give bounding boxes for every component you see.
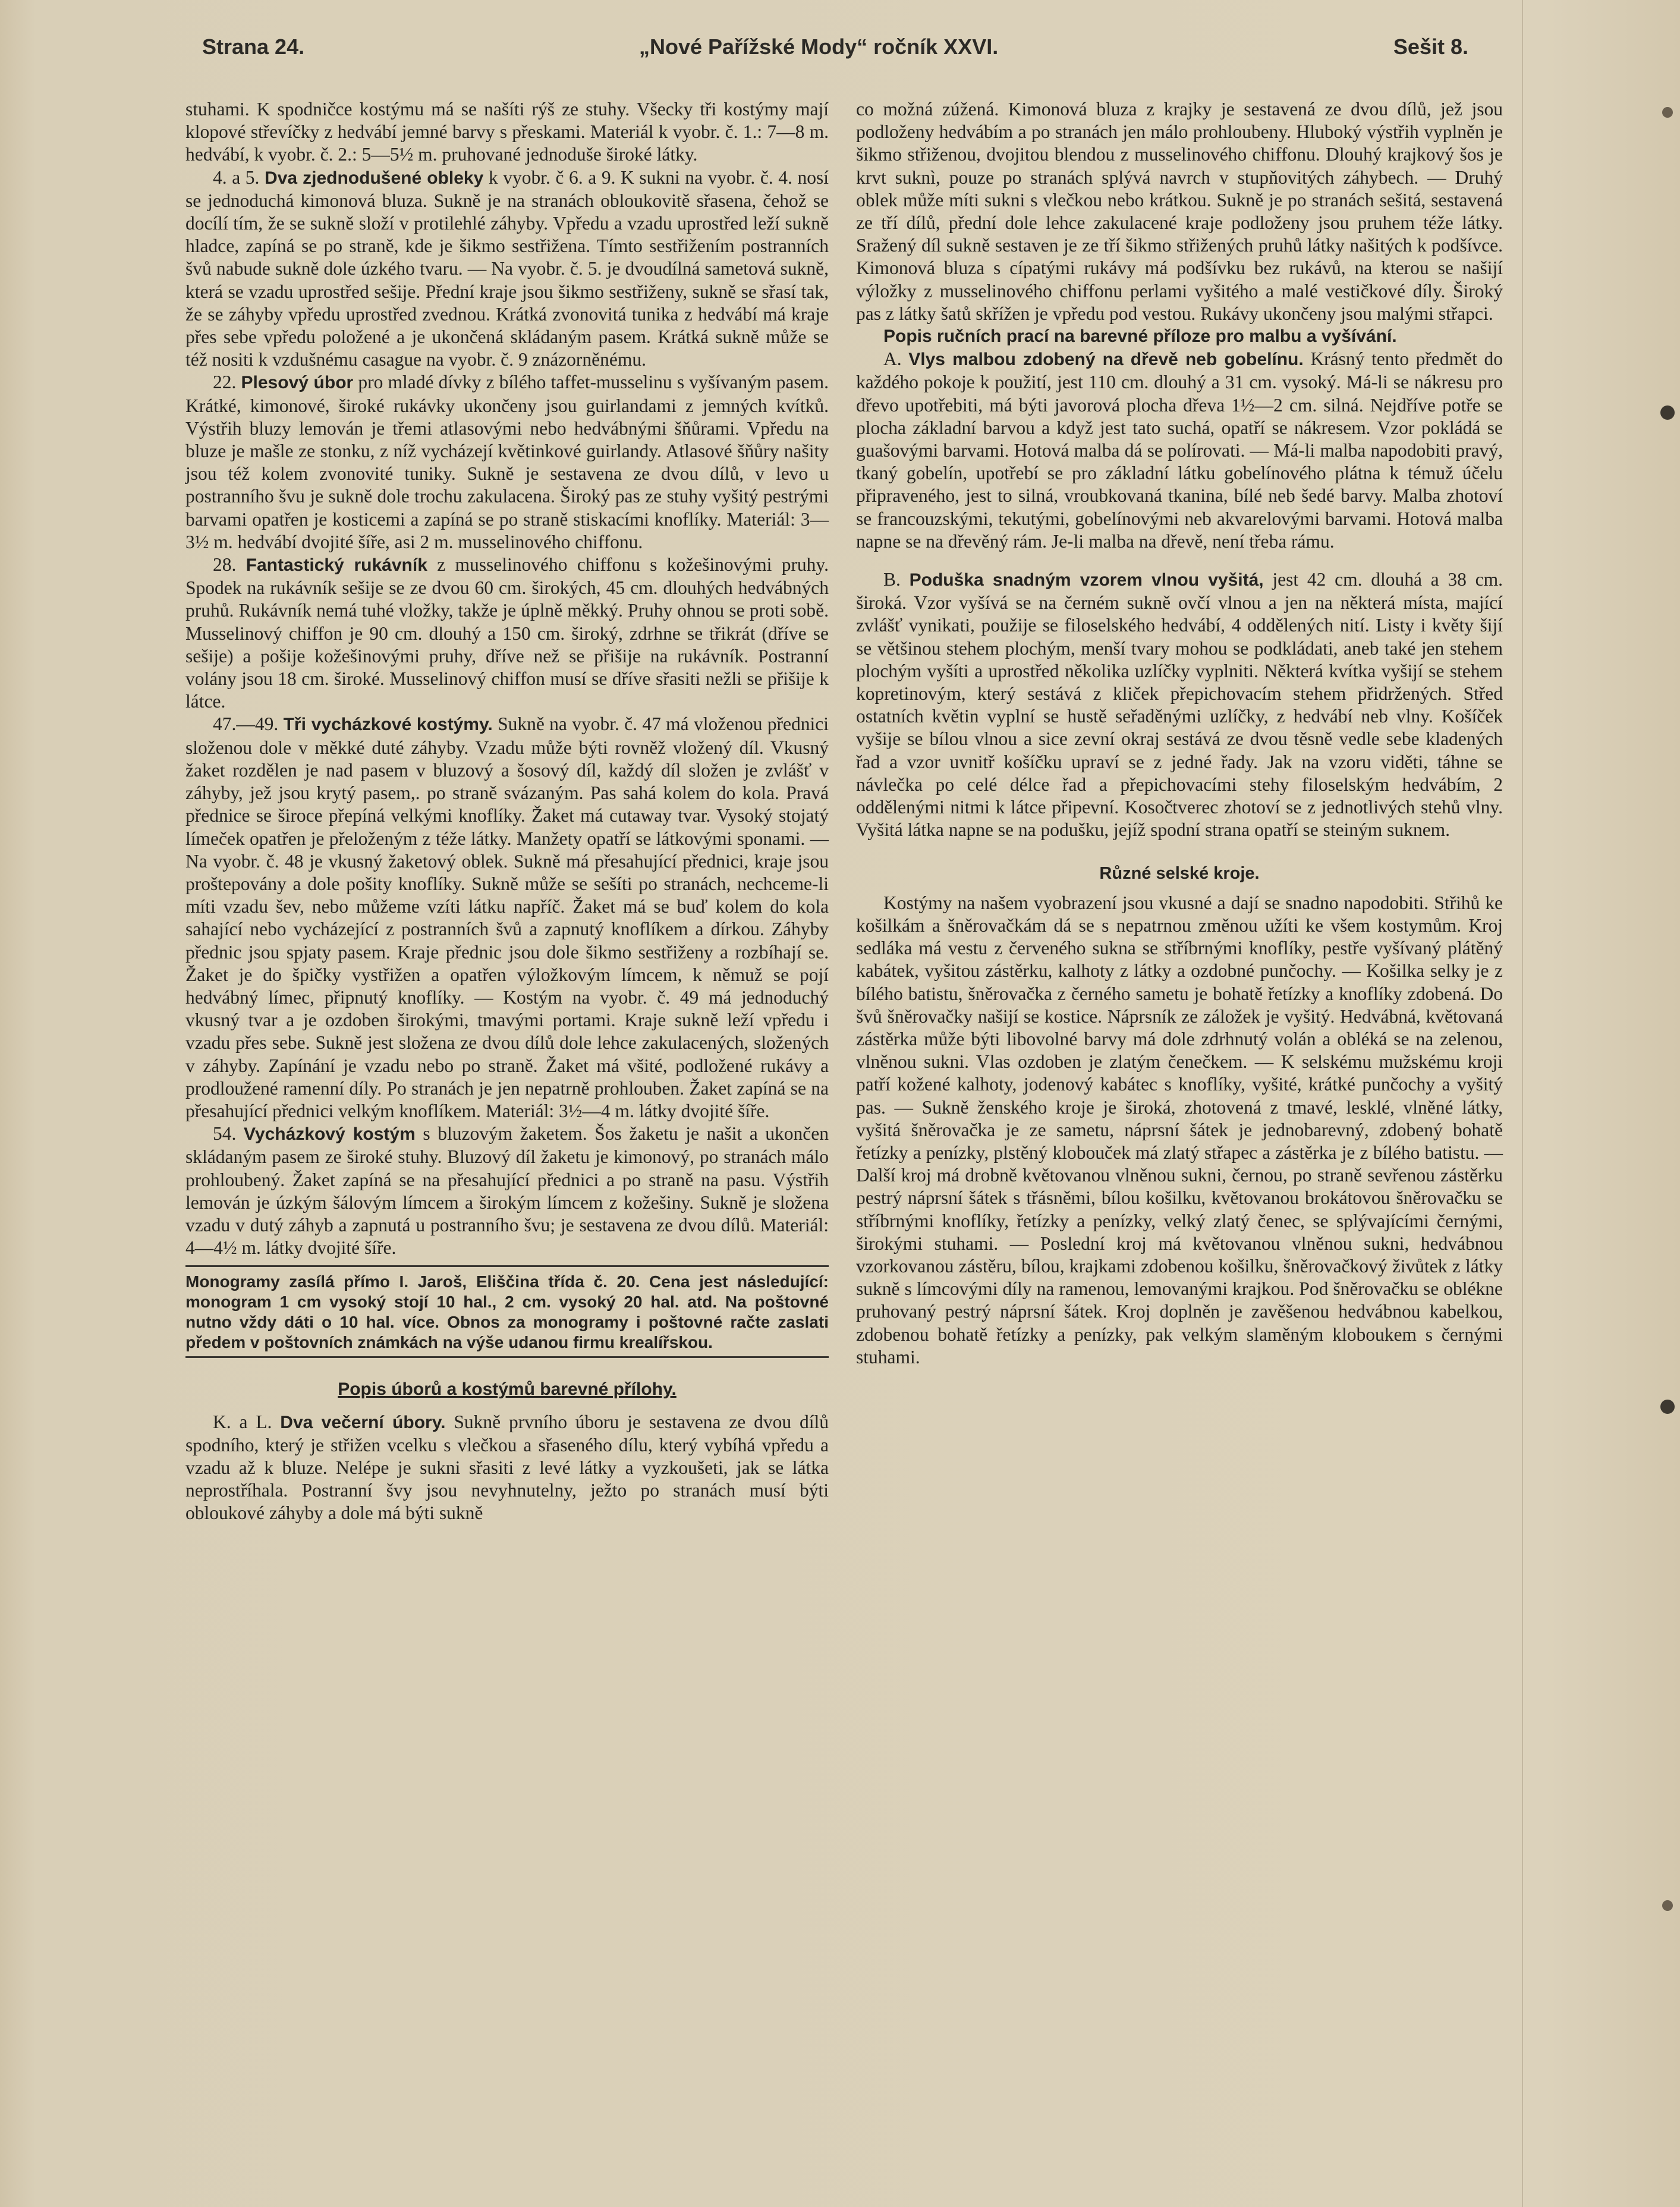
item-text: jest 42 cm. dlouhá a 38 cm. široká. Vzor vyšívá se na černém sukně ovčí vlnou a jen na některá místa, mající zvlášť vynikati, použije se filoselského hedvábí, 4 oddělených nití. Listy i květy šijí se většinou stehem plochým, menší tvary mohou se podkládati, aneb také jen stehem plochým vyšíti a uprostřed několika uzlíčky vyplniti. Některá kvítka vyšijí se stehem kopretinovým, který sestává z kliček přepichovacím stehem přidržených. Střed ostatních květin vyplní se hustě seřaděnými uzlíčky, z hedvábí neb vlny. Košíček vyšije se bílou vlnou a sice zevní okraj sestává ze dvou těsně vedle sebe kladených řad a vzor uvnitř košíčku upraví se z jedné řady. Jak na vzoru viděti, táhne se návlečka po celé délce řad a přepichovacími stehy filoselským hedvábím, 2 oddělenými nitmi k látce připevní. Kosočtverec zhotoví se z jednotlivých stehů vlny. Vyšitá látka napne se na podušku, jejíž spodní strana opatří se steiným suknem.: [856, 569, 1503, 841]
item-title: Plesový úbor: [241, 373, 354, 393]
item-text: Sukně prvního úboru je sestavena ze dvou dílů spodního, který je střižen vcelku s vlečkou a sřaseného dílu, který vybíhá vpředu a vzadu až k bluze. Nelépe je sukni sřasiti z levé látky a vyzkoušeti, jak se látka neprostříhala. Postranní švy jsou nevyhnutelny, ježto po stranách musí býti obloukové záhyby a dole má býti sukně: [185, 1411, 829, 1524]
page-header: [202, 34, 1468, 70]
item-text: Krásný tento předmět do každého pokoje k použití, jest 110 cm. dlouhý a 31 cm. vysoký. Má-li se nákresu pro dřevo upotřebiti, má býti javorová plocha dřeva 1½—2 cm. silná. Nejdříve potře se plocha základní barvou a když jest tato suchá, opatří se nákresem. Vzor pokládá se guašovými barvami. Hotová malba dá se polírovati. — Má-li malba napodobiti pravý, tkaný gobelín, upotřebí se pro základní látku gobelínového plátna k témuž účelu připraveného, jest to silná, vroubkovaná tkanina, bílé neb šedé barvy. Malba zhotoví se francouzskými, tekutými, gobelínovými neb akvarelovými barvami. Hotová malba napne se na dřevěný rám. Je-li malba na dřevě, není třeba rámu.: [856, 348, 1503, 552]
paragraph-painted-frieze: [856, 348, 1503, 553]
binding-hole-marker: [1662, 1900, 1673, 1911]
item-number: B.: [883, 569, 901, 590]
item-number: 22.: [213, 372, 237, 393]
binding-hole-marker: [1662, 107, 1673, 118]
item-title: Vlys malbou zdobený na dřevě neb gobelínu.: [908, 350, 1304, 370]
item-title: Vycházkový kostým: [244, 1124, 416, 1145]
spacer: [856, 553, 1503, 568]
item-text: z musselinového chiffonu s kožešinovými pruhy. Spodek na rukávník sešije se ze dvou 60 cm. širokých, 45 cm. dlouhých hedvábných pruhů. Rukávník nemá tuhé vložky, takže je úplně měkký. Pruhy ohnou se proti sobě. Musselinový chiffon je 90 cm. dlouhý a 150 cm. široký, zdrhne se třikrát (dříve se sešije) a pošije kožešinovými pruhy, dříve než se přišije na rukávník. Postranní volány jsou 18 cm. široké. Musselinový chiffon musí se dříve sřasiti nežli se přišije k látce.: [185, 554, 829, 712]
issue-number: Sešit 8.: [1393, 34, 1468, 59]
item-number: A.: [883, 348, 902, 370]
paragraph-costume-continuation: stuhami. K spodničce kostýmu má se našíti rýš ze stuhy. Všecky tři kostýmy mají klopové střevíčky z hedvábí jemné barvy s přeskami. Materiál k vyobr. č. 1.: 7—8 m. hedvábí, k vyobr. č. 2.: 5—5½ m. pruhované jednoduše široké látky.: [185, 99, 829, 165]
item-number: 47.—49.: [213, 713, 279, 735]
paragraph-muff: [185, 554, 829, 713]
item-title: Dva večerní úbory.: [280, 1412, 446, 1432]
page-number: Strana 24.: [202, 34, 305, 59]
paragraph-simplified-outfits: [185, 166, 829, 372]
item-number: K. a L.: [213, 1411, 272, 1432]
binding-hole-marker: [1660, 1400, 1675, 1414]
paragraph-ball-gown: [185, 371, 829, 554]
page-fold-shadow: [1522, 0, 1523, 2207]
paragraph-evening-gowns: [185, 1411, 829, 1525]
section-heading-color-supplement: Popis úborů a kostýmů barevné přílohy.: [338, 1379, 677, 1400]
paragraph-cushion: [856, 568, 1503, 841]
left-column: [185, 98, 829, 1525]
right-column: [856, 98, 1503, 1369]
item-title: Fantastický rukávník: [246, 555, 427, 576]
journal-title: „Nové Pařížské Mody“ ročník XXVI.: [639, 34, 999, 59]
item-number: 28.: [213, 554, 237, 576]
paragraph-walking-costume-54: [185, 1123, 829, 1259]
item-title: Poduška snadným vzorem vlnou vyšitá,: [909, 570, 1264, 590]
item-number: 54.: [213, 1123, 237, 1145]
item-text: pro mladé dívky z bílého taffet-musselinu s vyšívaným pasem. Krátké, kimonové, široké rukávky ukončeny jsou guirlandami z jemných kvítků. Výstřih bluzy lemován je třemi atlasovými nebo hedvábnými šňůrami. Vpředu na bluze je mašle ze stonku, z níž vycházejí květinkové guirlandy. Atlasové šňůry našity jsou též kolem zvonovité tuniky. Sukně je sestavena ze dvou dílů, v levo u postranního švu je sukně dole trochu zakulacena. Široký pas ze stuhy vyšitý pestrými barvami opatřen je kosticemi a zapíná se po straně stiskacími knoflíky. Materiál: 3—3½ m. hedvábí dvojité šíře, asi 2 m. musselinového chiffonu.: [185, 372, 829, 552]
item-title: Dva zjednodušené obleky: [265, 168, 484, 188]
item-text: s bluzovým žaketem. Šos žaketu je našit a ukončen skládaným pasem ze široké stuhy. Bluzový díl žaketu je kimonový, po stranách málo prohloubený. Žaket zapíná se na přesahující přednici a po straně na pasu. Výstřih lemován je úzkým šálovým límcem a širokým límcem z kožešiny. Sukně je složena vzadu v dutý záhyb a zapnutá u postranního švu; je sestavena ze dvou dílů. Materiál: 4—4½ m. látky dvojité šíře.: [185, 1123, 829, 1259]
item-text: Sukně na vyobr. č. 47 má vloženou přednici složenou dole v měkké duté záhyby. Vzadu může býti rovněž vložený díl. Vkusný žaket rozdělen je nad pasem v bluzový a šosový díl, každý díl složen je zvlášť v záhyby, jež jsou krytý pasem,. po straně svázaným. Pas sahá kolem do kola. Pravá přednice se široce přepíná velkými knoflíky. Žaket má cutaway tvar. Vysoký stojatý límeček opatřen je přeloženým z téže látky. Manžety opatří se látkovými sponami. — Na vyobr. č. 48 je vkusný žaketový oblek. Sukně má přesahující přednici, kraje jsou proštepovány a dole pošity knoflíky. Sukně může se sešíti po stranách, nechceme-li míti vzadu šev, nebo můžeme vzíti látku napříč. Žaket má se buď kolem do kola sahající nebo vycházející z postranních švů a zapnutý knoflíkem a dírkou. Záhyby přednic jsou spjaty pasem. Kraje přednic jsou dole šikmo sestřiženy a rozbíhají se. Žaket je do špičky vystřižen a opatřen výložkovým límcem, k němuž se pojí hedvábný límec, připnutý knoflíky. — Kostým na vyobr. č. 49 má jednoduchý vkusný tvar a je ozdoben širokými, tmavými portami. Kraje sukně leží vpředu i vzadu přes sebe. Sukně jest složena ze dvou dílů dole lehce zakulacených, složených v záhyby. Zapínání je vzadu nebo po straně. Žaket má všité, podložené rukávy a prodloužené ramenní díly. Po stranách je jen nepatrně prohlouben. Žaket zapíná se na přesahující přednici velkým knoflíkem. Materiál: 3½—4 m. látky dvojité šíře.: [185, 713, 829, 1121]
monogram-notice: Monogramy zasílá přímo I. Jaroš, Eliščina třída č. 20. Cena jest následující: monogram 1 cm vysoký stojí 10 hal., 2 cm. vysoký 20 hal. atd. Na poštovné nutno vždy dáti o 10 hal. více. Obnos za monogramy i poštovné račte zaslati předem v poštovních známkách na výše udanou firmu krealířskou.: [185, 1265, 829, 1358]
paragraph-evening-gowns-continuation: co možná zúžená. Kimonová bluza z krajky je sestavená ze dvou dílů, jež jsou podloženy hedvábím a po stranách jen málo prohloubeny. Hluboký výstřih vyplněn je šikmo střiženou, dvojitou blendou z musselinového chiffonu. Dlouhý krajkový šos je krvt suknì, pouze po stranách splývá navrch v stupňovitých záhybech. — Druhý oblek může míti sukni s vlečkou nebo krátkou. Sukně je po stranách sešitá, sestavená ze tří dílů, přední dole lehce zakulacené kraje podloženy jsou pruhem téže látky. Sražený díl sukně sestaven je ze tří šikmo střižených pruhů látky našitých k podšívce. Kimonová bluza s cípatými rukávy má podšívku bez rukávů, na kterou se našijí výložky z musselinového chiffonu perlami vyšitého a malé vestičkové díly. Široký pas z látky šatů skřížen je vpředu pod vestou. Rukávy ukončeny jsou malými střapci.: [856, 99, 1503, 324]
binding-hole-marker: [1660, 405, 1675, 420]
item-number: 4. a 5.: [213, 166, 260, 188]
section-heading-folk-costumes: Různé selské kroje.: [1099, 863, 1260, 883]
paragraph-walking-costumes: [185, 713, 829, 1123]
item-title: Tři vycházkové kostýmy.: [283, 715, 493, 735]
item-text: k vyobr. č 6. a 9. K sukni na vyobr. č. 4. nosí se jednoduchá kimonová bluza. Sukně je na stranách obloukovitě sřasena, čehož se docílí tím, že se sukně složí v protilehlé záhyby. Vpředu a vzadu uprostřed leží sukně hladce, zapíná se po straně, kde je šikmo sestřižena. Tímto sestřižením postranních švů nabude sukně dole úzkého tvaru. — Na vyobr. č. 5. je dvoudílná sametová sukně, která se vzadu uprostřed sešije. Přední kraje jsou šikmo sestřiženy, sukně se sřasí tak, že se záhyby vpředu uprostřed zvednou. Krátká zvonovitá tunika z hedvábí má kraje přes sebe vpředu položené a je ukončená skládaným pasem. Krátká sukně může se též nositi k vzdušnému casague na vyobr. č. 9 znázorněnému.: [185, 166, 829, 370]
section-heading-handwork: Popis ručních prací na barevné příloze pro malbu a vyšívání.: [883, 326, 1397, 347]
paragraph-folk-costumes: Kostýmy na našem vyobrazení jsou vkusné a dají se snadno napodobiti. Střihů ke košilkám a šněrovačkám dá se s nepatrnou změnou užíti ke všem kostymům. Kroj sedláka má vestu z červeného sukna se stříbrnými knoflíky, pestře vyšívaný plátěný kabátek, vyšitou zástěrku, kalhoty z látky a ozdobné punčochy. — Košilka selky je z bílého batistu, šněrovačka z černého sametu je bohatě řetízky a knoflíky zdobená. Do švů šněrovačky našijí se kostice. Náprsník ze záložek je vyšitý. Hedvábná, květovaná zástěrka může býti libovolné barvy má dole zdrhnutý volán a obléká se na zelenou, vlněnou sukni. Vlas ozdoben je zlatým čenečkem. — K selskému mužskému kroji patří kožené kalhoty, jodenový kabátec s knoflíky, vyšité, krátké punčochy a vyšitý pas. — Sukně ženského kroje je široká, zhotovená z tmavé, lesklé, vlněné látky, vyšitá šněrovačka je ze sametu, náprsní šátek je jednobarevný, zdobený bohatě řetízky a penízky, plstěný klobouček má zlatý střapec a zástěrka je z bílého batistu. — Další kroj má drobně květovanou vlněnou sukni, černou, po straně sevřenou zástěrku pestrý náprsní šátek s třásněmi, bílou košilku, květovanou brokátovou šněrovačku se stříbrnými knoflíky, řetízky a penízky, velký zlatý čenec, se splývajícími černými, širokými stuhami. — Poslední kroj má květovanou vlněnou sukni, hedvábnou vzorkovanou zástěru, bílou, krajkami zdobenou košilku, šněrovačkový živůtek z látky sukně s límcovými díly na ramenou, lemovanými krajkou. Pod šněrovačku se oblékne pruhovaný pestrý náprsní šátek. Kroj doplněn je zavěšenou hedvábnou kabelkou, zdobenou bohatě řetízky a penízky, pak velkým slaměným kloboukem s černými stuhami.: [856, 892, 1503, 1367]
